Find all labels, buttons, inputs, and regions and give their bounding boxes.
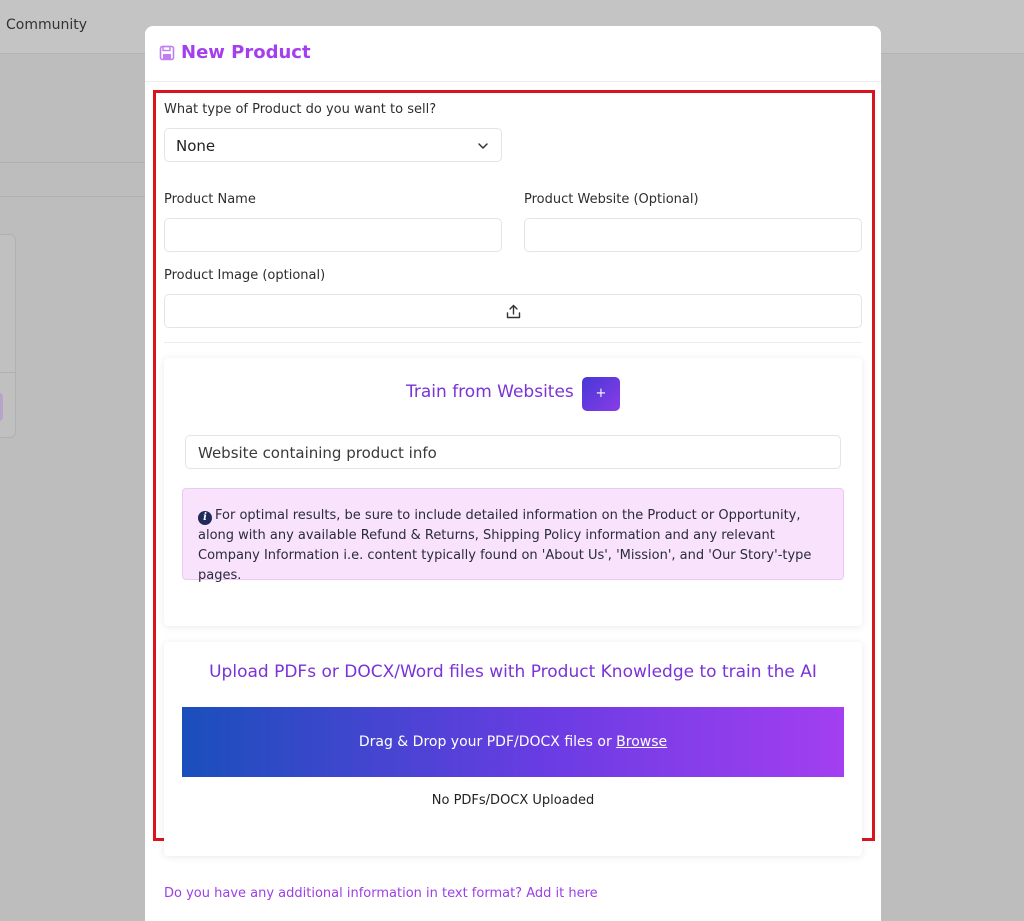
modal-title-text: New Product: [181, 42, 311, 63]
upload-docs-title: Upload PDFs or DOCX/Word files with Product Knowledge to train the AI: [209, 662, 817, 682]
background-button: [0, 392, 3, 422]
upload-docs-section: [164, 642, 862, 856]
website-input-placeholder: Website containing product info: [198, 444, 437, 462]
dropzone-text: Drag & Drop your PDF/DOCX files or: [358, 734, 612, 750]
product-website-input[interactable]: [524, 218, 862, 252]
additional-info-link[interactable]: Do you have any additional information in text format? Add it here: [164, 886, 598, 901]
train-websites-section: [164, 358, 862, 626]
info-notice: [182, 488, 844, 583]
background-divider: [0, 162, 146, 163]
product-image-upload[interactable]: [164, 294, 862, 328]
nav-item-community[interactable]: Community: [6, 17, 88, 33]
info-icon: i: [198, 511, 212, 525]
background-divider: [0, 372, 15, 373]
product-image-label: Product Image (optional): [164, 268, 326, 283]
upload-status: No PDFs/DOCX Uploaded: [431, 793, 595, 808]
file-dropzone[interactable]: [182, 707, 844, 777]
website-input[interactable]: [185, 435, 841, 469]
background-divider: [0, 196, 146, 197]
upload-icon: [505, 303, 522, 320]
save-icon: [159, 45, 175, 61]
product-type-selected-value: None: [176, 137, 216, 155]
product-website-label: Product Website (Optional): [524, 192, 699, 207]
modal-header: [145, 26, 881, 82]
train-websites-title: Train from Websites: [406, 382, 574, 402]
add-website-button[interactable]: +: [582, 377, 620, 411]
product-name-input[interactable]: [164, 218, 502, 252]
product-name-label: Product Name: [164, 192, 256, 207]
product-type-label: What type of Product do you want to sell?: [164, 102, 437, 117]
divider: [164, 342, 862, 343]
browse-link[interactable]: Browse: [616, 734, 668, 750]
chevron-down-icon: [477, 140, 489, 152]
new-product-modal: [145, 26, 881, 921]
product-type-select[interactable]: [164, 128, 502, 162]
info-message: For optimal results, be sure to include detailed information on the Product or Opportunity, along with any available Refund & Returns, Shipping Policy information and any relevant Company Information i.e. content typically found on 'About Us', 'Mission', and 'Our Story'-type pages.: [198, 508, 812, 583]
info-notice-text: [198, 506, 834, 586]
modal-title: [159, 42, 311, 63]
